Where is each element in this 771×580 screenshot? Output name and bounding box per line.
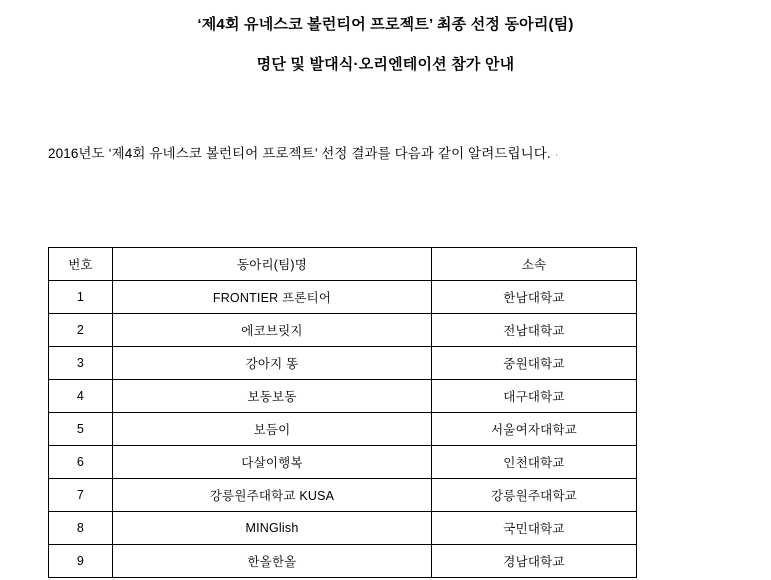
table-row [49,479,637,512]
cell-affiliation: 국민대학교 [432,512,637,545]
table-row [49,512,637,545]
cell-affiliation: 한남대학교 [432,281,637,314]
intro-paragraph [48,144,728,164]
cell-number: 8 [49,512,113,545]
cell-affiliation: 서울여자대학교 [432,413,637,446]
cell-team-name: 다살이행복 [113,446,432,479]
table-header-cell: 번호 [49,248,113,281]
table-header-cell: 동아리(팀)명 [113,248,432,281]
selection-table [48,247,637,578]
table-row [49,413,637,446]
cell-number: 6 [49,446,113,479]
cell-team-name: FRONTIER 프론티어 [113,281,432,314]
table-header-cell: 소속 [432,248,637,281]
table-body [49,281,637,578]
cell-affiliation: 전남대학교 [432,314,637,347]
document-title-line1: ‘제4회 유네스코 볼런티어 프로젝트’ 최종 선정 동아리(팀) [197,16,574,33]
cell-number: 9 [49,545,113,578]
cell-team-name: 강릉원주대학교 KUSA [113,479,432,512]
cell-number: 4 [49,380,113,413]
cell-team-name: MINGlish [113,512,432,545]
table-row [49,347,637,380]
cell-affiliation: 중원대학교 [432,347,637,380]
cell-affiliation: 대구대학교 [432,380,637,413]
cell-team-name: 보듬이 [113,413,432,446]
table-header-row [49,248,637,281]
cell-number: 5 [49,413,113,446]
cell-number: 2 [49,314,113,347]
cell-number: 3 [49,347,113,380]
table-row [49,314,637,347]
cell-affiliation: 강릉원주대학교 [432,479,637,512]
cell-team-name: 보동보동 [113,380,432,413]
table-row [49,446,637,479]
cell-team-name: 한올한올 [113,545,432,578]
table-row [49,281,637,314]
paragraph-mark: · [554,147,559,161]
table-row [49,380,637,413]
cell-affiliation: 경남대학교 [432,545,637,578]
cell-number: 7 [49,479,113,512]
intro-text: 2016년도 ‘제4회 유네스코 볼런티어 프로젝트’ 선정 결과를 다음과 같이 알려드립니다. [48,146,551,161]
table-row [49,545,637,578]
cell-affiliation: 인천대학교 [432,446,637,479]
document-title-line2: 명단 및 발대식·오리엔테이션 참가 안내 [256,56,515,73]
cell-number: 1 [49,281,113,314]
cell-team-name: 에코브릿지 [113,314,432,347]
cell-team-name: 강아지 똥 [113,347,432,380]
